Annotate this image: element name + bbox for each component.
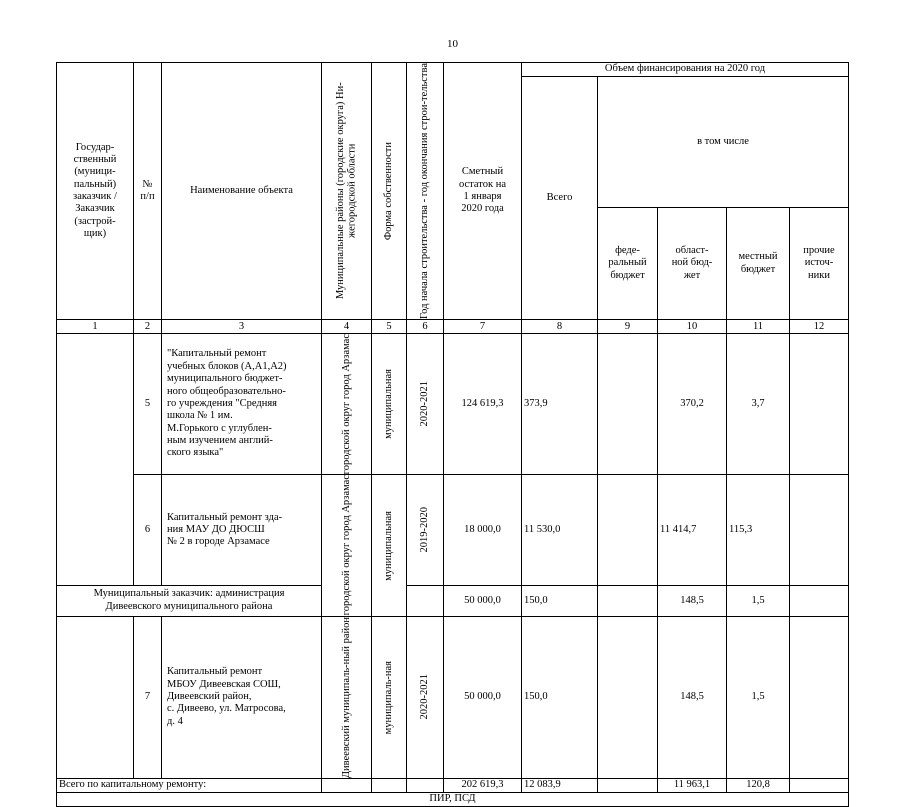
page-number: 10 <box>447 38 458 50</box>
totals-total: 12 083,9 <box>522 778 598 792</box>
object-name: Капитальный ремонт МБОУ Дивеевская СОШ, Дивеевский район, с. Дивеево, ул. Матросова, д. 4 <box>162 616 322 778</box>
totals-row <box>57 778 849 792</box>
district: Дивеевский муниципаль-ный район <box>322 616 372 778</box>
federal <box>598 475 658 586</box>
header-customer: Государ- ственный (муници- пальный) заказчик / Заказчик (застрой- щик) <box>57 63 134 320</box>
local: 3,7 <box>727 334 790 475</box>
section-row <box>57 792 849 806</box>
empty <box>598 778 658 792</box>
estimate: 50 000,0 <box>444 616 522 778</box>
federal-empty <box>598 585 658 616</box>
row-num: 7 <box>134 616 162 778</box>
regional: 370,2 <box>658 334 727 475</box>
header-object-name: Наименование объекта <box>162 63 322 320</box>
header-local: местный бюджет <box>727 208 790 320</box>
header-including: в том числе <box>598 77 849 208</box>
col-num-9: 9 <box>598 320 658 334</box>
col-num-3: 3 <box>162 320 322 334</box>
section-label: ПИР, ПСД <box>57 792 849 806</box>
years: 2020-2021 <box>407 616 444 778</box>
header-federal: феде- ральный бюджет <box>598 208 658 320</box>
row-num: 5 <box>134 334 162 475</box>
district: городской округ город Арзамас <box>322 475 372 616</box>
object-name: Капитальный ремонт зда- ния МАУ ДО ДЮСШ № 2 в городе Арзамасе <box>162 475 322 586</box>
regional: 11 414,7 <box>658 475 727 586</box>
customer-row <box>57 585 849 616</box>
header-ownership: Форма собственности <box>372 63 407 320</box>
regional: 148,5 <box>658 585 727 616</box>
regional: 148,5 <box>658 616 727 778</box>
financing-table <box>56 62 849 807</box>
col-num-10: 10 <box>658 320 727 334</box>
other <box>790 616 849 778</box>
col-num-11: 11 <box>727 320 790 334</box>
header-other: прочие источ- ники <box>790 208 849 320</box>
col-num-2: 2 <box>134 320 162 334</box>
total: 373,9 <box>522 334 598 475</box>
empty <box>790 778 849 792</box>
customer-cell-empty <box>57 616 134 778</box>
federal <box>598 334 658 475</box>
totals-regional: 11 963,1 <box>658 778 727 792</box>
header-financing: Объем финансирования на 2020 год <box>522 63 849 77</box>
years: 2019-2020 <box>407 475 444 586</box>
total: 11 530,0 <box>522 475 598 586</box>
empty <box>407 778 444 792</box>
header-estimate: Сметный остаток на 1 января 2020 года <box>444 63 522 320</box>
district: городской округ город Арзамас <box>322 334 372 475</box>
other-empty <box>790 585 849 616</box>
ownership: муниципаль-ная <box>372 616 407 778</box>
local: 1,5 <box>727 616 790 778</box>
header-years: Год начала строительства - год окончания строи-тельства <box>407 63 444 320</box>
col-num-1: 1 <box>57 320 134 334</box>
col-num-8: 8 <box>522 320 598 334</box>
ownership: муниципальная <box>372 475 407 616</box>
object-name: "Капитальный ремонт учебных блоков (А,А1,А2) муниципального бюджет- ного общеобразовательно- го учреждения "Средняя школа № 1 им. М.Горького с углублен- ным изучением англий- ского языка" <box>162 334 322 475</box>
col-num-4: 4 <box>322 320 372 334</box>
estimate: 124 619,3 <box>444 334 522 475</box>
col-num-6: 6 <box>407 320 444 334</box>
column-numbers-row <box>57 320 849 334</box>
table-row <box>57 334 849 475</box>
col-num-7: 7 <box>444 320 522 334</box>
empty <box>322 778 372 792</box>
local: 1,5 <box>727 585 790 616</box>
header-total: Всего <box>522 77 598 320</box>
years: 2020-2021 <box>407 334 444 475</box>
customer-label: Муниципальный заказчик: администрация Дивеевского муниципального района <box>57 585 322 616</box>
estimate: 18 000,0 <box>444 475 522 586</box>
years-empty <box>407 585 444 616</box>
totals-label: Всего по капитальному ремонту: <box>57 778 322 792</box>
estimate: 50 000,0 <box>444 585 522 616</box>
col-num-5: 5 <box>372 320 407 334</box>
other <box>790 334 849 475</box>
other <box>790 475 849 586</box>
header-regional: област- ной бюд- жет <box>658 208 727 320</box>
local: 115,3 <box>727 475 790 586</box>
customer-cell-empty <box>57 334 134 586</box>
totals-local: 120,8 <box>727 778 790 792</box>
table-row <box>57 475 849 586</box>
header-districts: Муниципальные районы (городские округа) Ни-жегородской области <box>322 63 372 320</box>
table-row <box>57 616 849 778</box>
total: 150,0 <box>522 585 598 616</box>
row-num: 6 <box>134 475 162 586</box>
total: 150,0 <box>522 616 598 778</box>
federal <box>598 616 658 778</box>
header-num: № п/п <box>134 63 162 320</box>
empty <box>372 778 407 792</box>
col-num-12: 12 <box>790 320 849 334</box>
ownership: муниципальная <box>372 334 407 475</box>
totals-estimate: 202 619,3 <box>444 778 522 792</box>
